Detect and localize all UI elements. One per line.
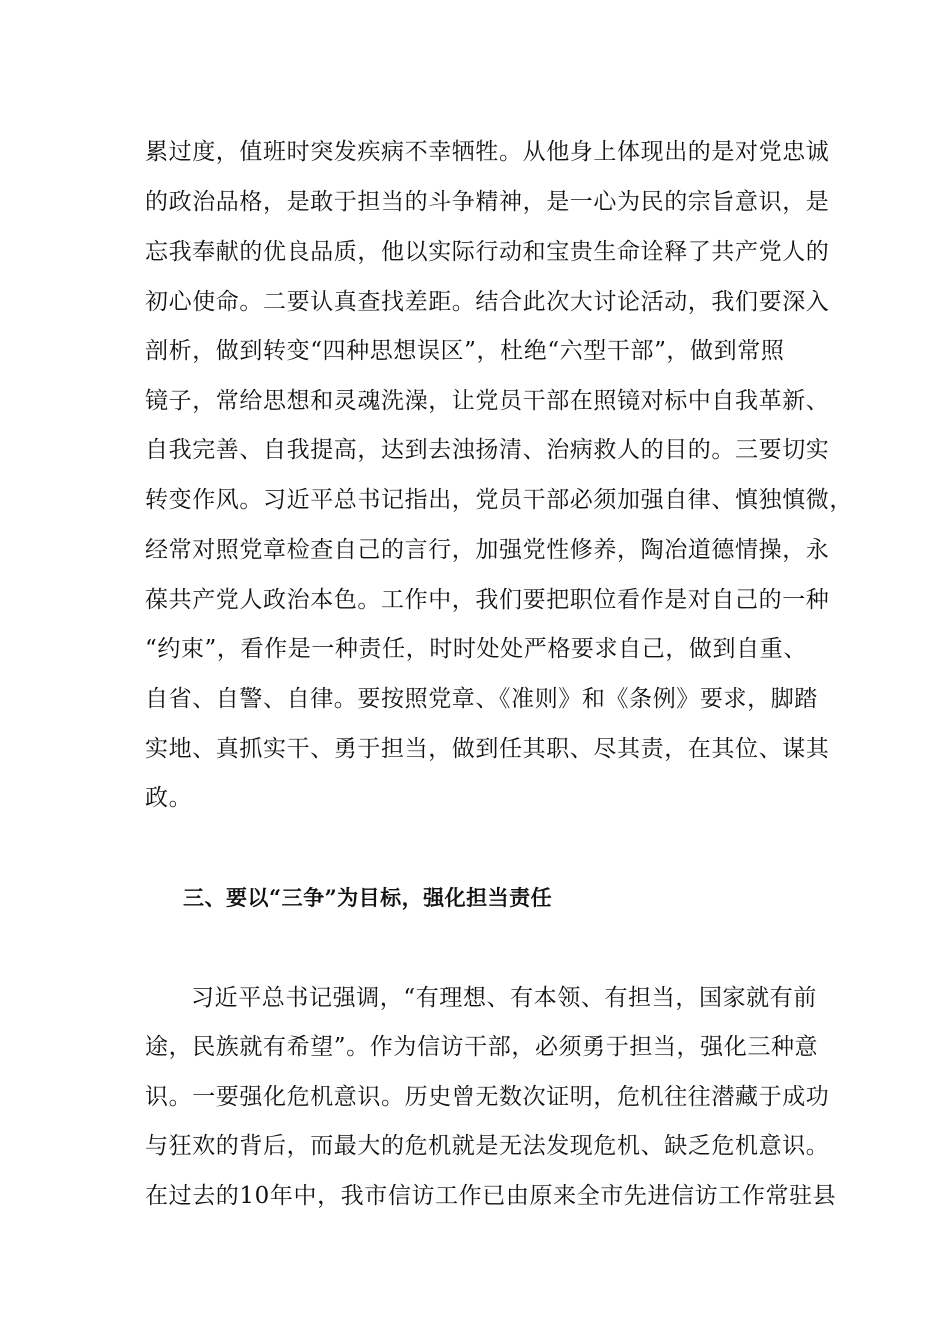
paragraph-1-line-12: 自省、自警、自律。要按照党章、《准则》和《条例》要求，脚踏 [145,686,818,712]
paragraph-1-line-1: 累过度，值班时突发疾病不幸牺牲。从他身上体现出的是对党忠诚 [145,139,830,165]
paragraph-1-line-13: 实地、真抓实干、勇于担当，做到任其职、尽其责，在其位、谋其 [145,736,830,762]
section-heading: 三、要以“三争”为目标，强化担当责任 [183,885,553,910]
paragraph-1-line-3: 忘我奉献的优良品质，他以实际行动和宝贵生命诠释了共产党人的 [145,239,830,265]
paragraph-1-line-9: 经常对照党章检查自己的言行，加强党性修养，陶冶道德情操，永 [145,537,830,563]
paragraph-1-line-7: 自我完善、自我提高，达到去浊扬清、治病救人的目的。三要切实 [145,437,830,463]
paragraph-2-line-1: 习近平总书记强调，“有理想、有本领、有担当，国家就有前 [191,985,817,1011]
paragraph-2-line-5: 在过去的10年中，我市信访工作已由原来全市先进信访工作常驻县 [145,1183,837,1209]
paragraph-2-line-4: 与狂欢的背后，而最大的危机就是无法发现危机、缺乏危机意识。 [145,1133,830,1159]
paragraph-1-line-14: 政。 [145,785,193,811]
paragraph-2-line-2: 途，民族就有希望”。作为信访干部，必须勇于担当，强化三种意 [145,1034,819,1060]
paragraph-2-line-3: 识。一要强化危机意识。历史曾无数次证明，危机往往潜藏于成功 [145,1084,830,1110]
paragraph-1-line-4: 初心使命。二要认真查找差距。结合此次大讨论活动，我们要深入 [145,289,830,315]
paragraph-1-line-6: 镜子，常给思想和灵魂洗澡，让党员干部在照镜对标中自我革新、 [145,388,830,414]
paragraph-1-line-10: 葆共产党人政治本色。工作中，我们要把职位看作是对自己的一种 [145,587,830,613]
paragraph-1-line-5: 剖析，做到转变“四种思想误区”，杜绝“六型干部”，做到常照 [145,338,785,364]
paragraph-1-line-8: 转变作风。习近平总书记指出，党员干部必须加强自律、慎独慎微， [145,487,853,513]
paragraph-1-line-2: 的政治品格，是敢于担当的斗争精神，是一心为民的宗旨意识，是 [145,189,830,215]
paragraph-1-line-11: “约束”，看作是一种责任，时时处处严格要求自己，做到自重、 [145,636,807,662]
